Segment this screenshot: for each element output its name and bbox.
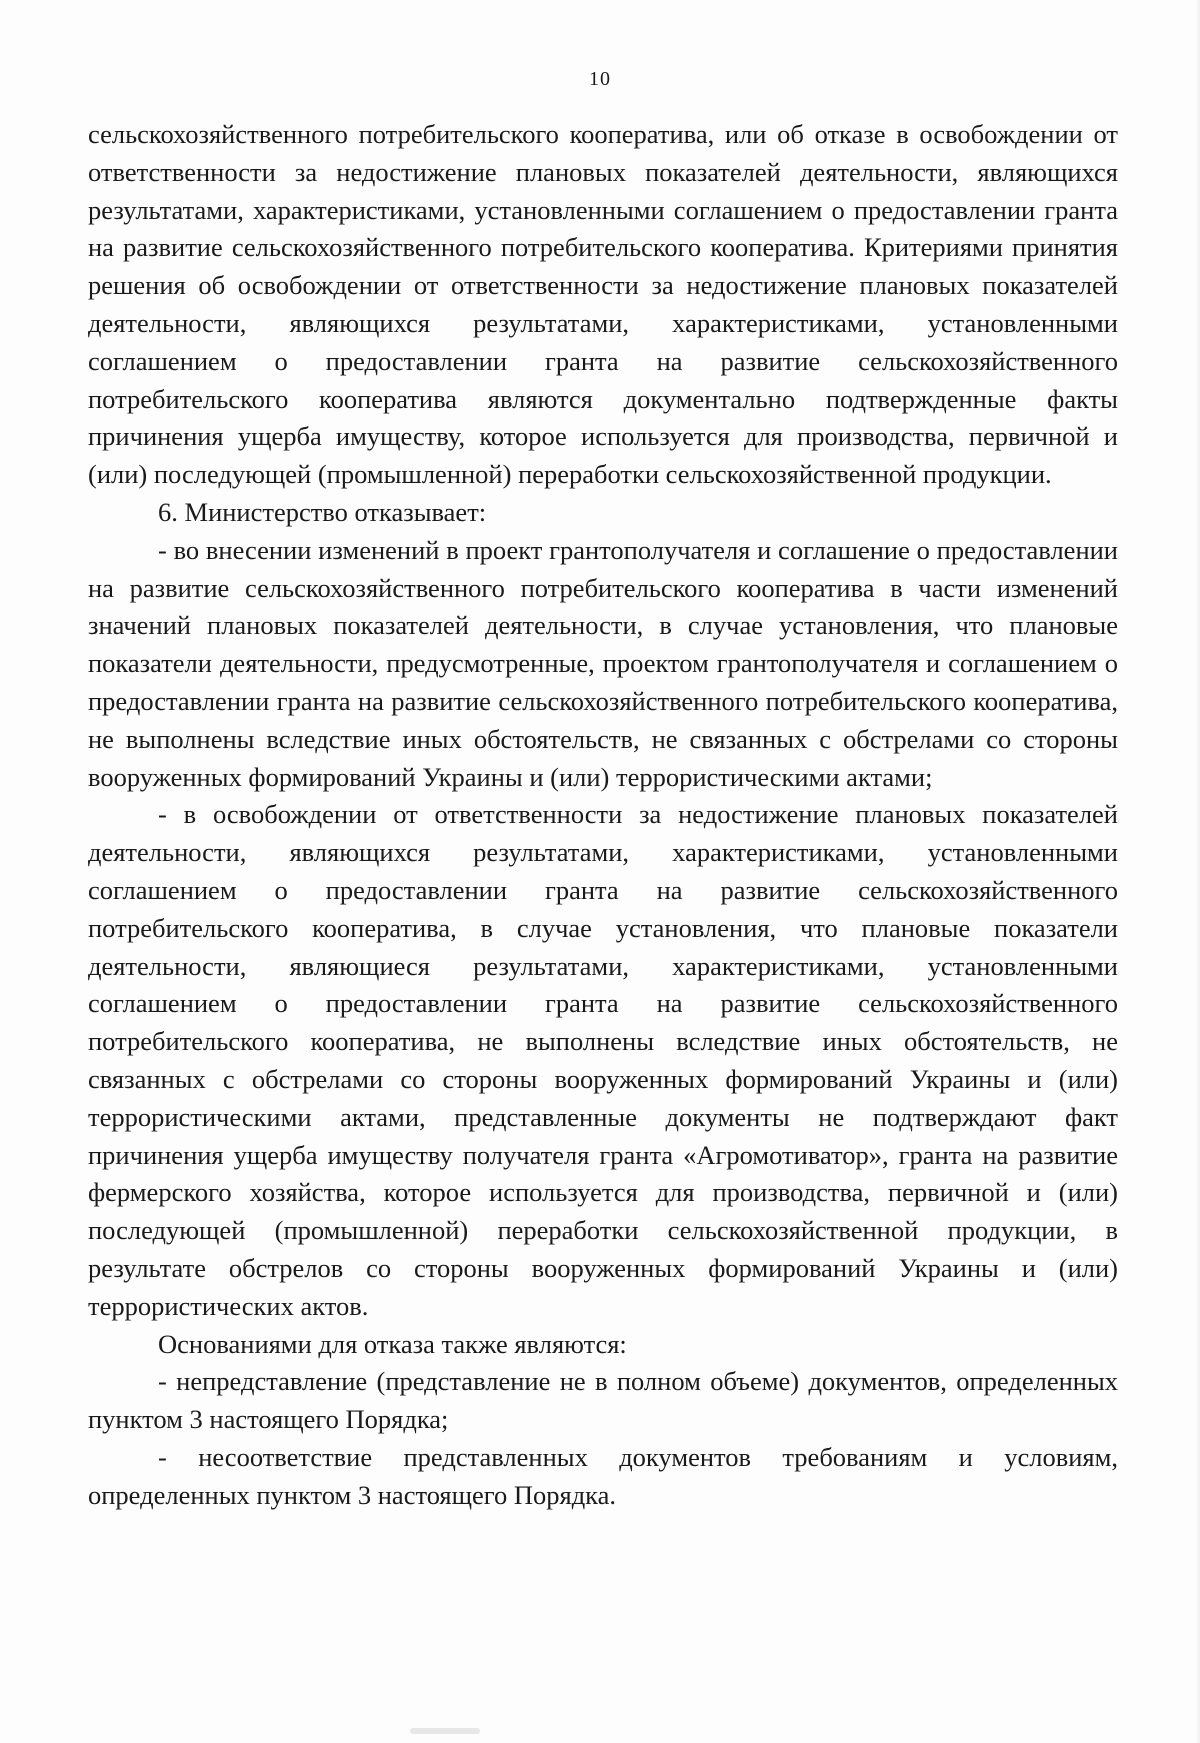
- document-body: [88, 116, 1118, 1514]
- paragraph-ground-incomplete-documents: - непредставление (представление не в полном объеме) документов, определенных пунктом 3 настоящего Порядка;: [88, 1366, 1118, 1435]
- paragraph-continuation: сельскохозяйственного потребительского кооператива, или об отказе в освобождении от ответственности за недостижение плановых показателей деятельности, являющихся результатами, характеристиками, установленными соглашением о предоставлении гранта на развитие сельскохозяйственного потребительского кооператива. Критериями принятия решения об освобождении от ответственности за недостижение плановых показателей деятельности, являющихся результатами, характеристиками, установленными соглашением о предоставлении гранта на развитие сельскохозяйственного потребительского кооператива являются документально подтвержденные факты причинения ущерба имуществу, которое используется для производства, первичной и (или) последующей (промышленной) переработки сельскохозяйственной продукции.: [88, 119, 1118, 490]
- paragraph-refusal-amendments: - во внесении изменений в проект грантополучателя и соглашение о предоставлении на развитие сельскохозяйственного потребительского кооператива в части изменений значений плановых показателей деятельности, в случае установления, что плановые показатели деятельности, предусмотренные, проектом грантополучателя и соглашением о предоставлении гранта на развитие сельскохозяйственного потребительского кооператива, не выполнены вследствие иных обстоятельств, не связанных с обстрелами со стороны вооруженных формирований Украины и (или) террористическими актами;: [88, 534, 1118, 792]
- page-number: 10: [589, 68, 611, 90]
- paragraph-item-6: 6. Министерство отказывает:: [158, 496, 487, 527]
- paragraph-ground-noncompliance: - несоответствие представленных документов требованиям и условиям, определенных пунктом 3 настоящего Порядка.: [88, 1441, 1118, 1510]
- paragraph-grounds-heading: Основаниями для отказа также являются:: [158, 1328, 627, 1359]
- paragraph-refusal-liability: - в освобождении от ответственности за недостижение плановых показателей деятельности, являющихся результатами, характеристиками, установленными соглашением о предоставлении гранта на развитие сельскохозяйственного потребительского кооператива, в случае установления, что плановые показатели деятельности, являющиеся результатами, характеристиками, установленными соглашением о предоставлении гранта на развитие сельскохозяйственного потребительского кооператива, не выполнены вследствие иных обстоятельств, не связанных с обстрелами со стороны вооруженных формирований Украины и (или) террористическими актами, представленные документы не подтверждают факт причинения ущерба имуществу получателя гранта «Агромотиватор», гранта на развитие фермерского хозяйства, которое используется для производства, первичной и (или) последующей (промышленной) переработки сельскохозяйственной продукции, в результате обстрелов со стороны вооруженных формирований Украины и (или) террористических актов.: [88, 799, 1118, 1321]
- scan-artifact: [410, 1728, 480, 1734]
- scan-edge-shadow: [1194, 0, 1200, 1743]
